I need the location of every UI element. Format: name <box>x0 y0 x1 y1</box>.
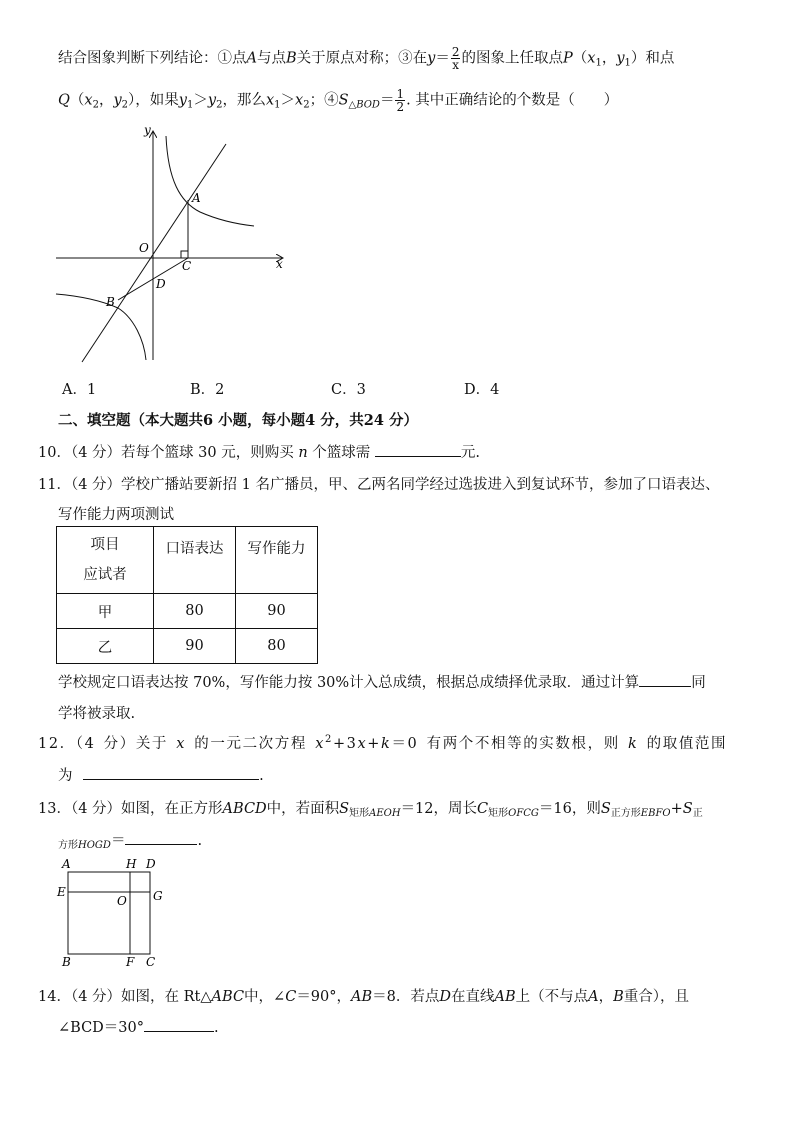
table-row: 甲 80 90 <box>57 594 318 629</box>
q11-line-1: 11．（4 分）学校广播站要新招 1 名广播员，甲、乙两名同学经过选拔进入到复试环节，参加了口语表达、 <box>38 477 720 493</box>
hyperbola-branch-lower <box>56 294 146 360</box>
q10-line: 10．（4 分）若每个篮球 30 元，则购买 n 个篮球需 元. <box>38 445 480 461</box>
q11-after-line-1: 学校规定口语表达按 70%，写作能力按 30%计入总成绩，根据总成绩择优录取．通过计算 同 <box>58 675 706 691</box>
option-b: B．2 <box>190 382 225 398</box>
q9-line-1: 结合图象判断下列结论：①点A与点B关于原点对称；③在y＝ $\frac{2}{x}$ 的图象上任取点$P(x_1$，$y_1$）和点 <box>58 45 675 72</box>
q14-answer-blank[interactable] <box>144 1030 214 1032</box>
label-o: O <box>117 894 127 908</box>
label-o: O <box>139 241 149 255</box>
label-h: H <box>126 857 137 871</box>
q14-line-2: ∠BCD＝30° . <box>58 1020 219 1036</box>
q14-line-1: 14．（4 分）如图，在 Rt△ABC中，∠C＝90°，AB＝8．若点D在直线AB上（不与点A，B重合），且 <box>38 989 690 1005</box>
q9-line-2: $Q(x_2$，$y_2$），如果$y_1>y_2$，那么$x_1>x_2$；$④S_{\triangle BOD}=$ $\frac{1}{2}$ . 其中正确结论的个数是（ ） <box>58 87 619 114</box>
table-header-corner: 项目 应试者 <box>57 527 154 594</box>
hyperbola-branch-upper <box>166 136 254 226</box>
label-g: G <box>153 889 163 903</box>
q11-answer-blank[interactable] <box>639 685 691 687</box>
label-f: F <box>126 955 135 969</box>
q12-line-1: 12．（4 分）关于 x 的一元二次方程 $x^2+3x+k=0$ 有两个不相等的实数根，则 k 的取值范围 <box>38 734 728 752</box>
label-e: E <box>57 885 66 899</box>
q13-line-1: 13．（4 分）如图，在正方形ABCD中，若面积$S_{矩形AEOH}=12$，周长$C_{矩形OFCG}=16$，则$S_{正方形EBFO}+S_正$ <box>38 801 703 819</box>
q11-after-line-2: 学将被录取. <box>58 706 136 722</box>
option-a: A．1 <box>62 382 97 398</box>
label-a: A <box>192 191 201 205</box>
option-c: C．3 <box>331 382 366 398</box>
q11-line-2: 写作能力两项测试 <box>58 507 174 523</box>
fraction-1-over-2: $\frac{1}{2}$ <box>396 87 405 114</box>
fraction-2-over-x: $\frac{2}{x}$ <box>451 45 460 72</box>
q9-function-graph <box>50 120 290 370</box>
q10-answer-blank[interactable] <box>375 455 461 457</box>
label-a: A <box>62 857 71 871</box>
label-c: C <box>146 955 156 969</box>
line-ab <box>82 144 226 362</box>
table-header-oral: 口语表达 <box>154 527 236 594</box>
option-d: D．4 <box>464 382 500 398</box>
q12-answer-blank[interactable] <box>83 778 259 780</box>
table-header-writing: 写作能力 <box>236 527 318 594</box>
q12-line-2: 为 . <box>58 768 264 784</box>
label-y: y <box>144 123 151 137</box>
right-angle-mark <box>181 251 188 258</box>
label-x: x <box>276 257 283 271</box>
score-table <box>56 526 318 664</box>
square-abcd <box>68 872 150 954</box>
q13-line-2: $_{方形HOGD}$＝ . <box>58 833 203 851</box>
q13-square-figure <box>54 856 174 970</box>
q13-answer-blank[interactable] <box>125 843 197 845</box>
label-b: B <box>106 295 115 309</box>
label-d: D <box>146 857 156 871</box>
label-d: D <box>156 277 166 291</box>
label-b: B <box>62 955 71 969</box>
label-c: C <box>182 259 192 273</box>
table-row: 乙 90 80 <box>57 629 318 664</box>
section-heading: 二、填空题（本大题共6 小题，每小题4 分，共24 分） <box>58 412 418 429</box>
